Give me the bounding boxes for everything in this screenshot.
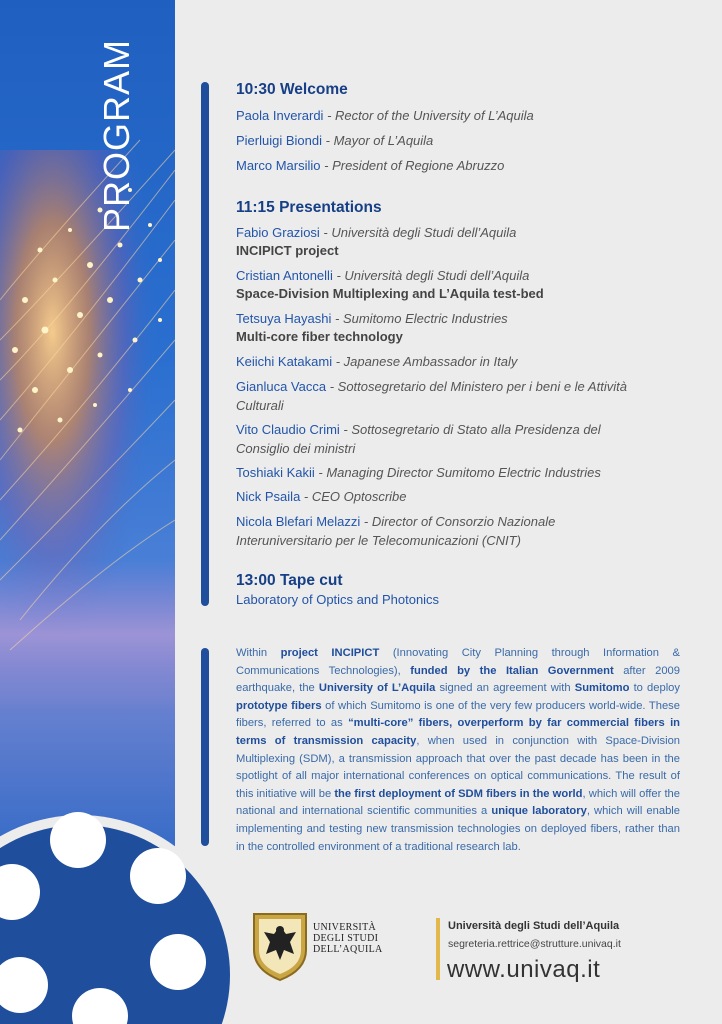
footer-website-link[interactable]: www.univaq.it	[447, 956, 601, 983]
welcome-item: Marco Marsilio - President of Regione Abruzzo	[236, 158, 505, 173]
section-presentations-title: 11:15 Presentations	[236, 199, 382, 216]
tapecut-location: Laboratory of Optics and Photonics	[236, 592, 440, 607]
presentation-item: Vito Claudio Crimi - Sottosegretario di Stato alla Presidenza del Consiglio dei ministri	[236, 422, 601, 456]
presentation-item: Nicola Blefari Melazzi - Director of Consorzio Nazionale Interuniversitario per le Telecomunicazioni (CNIT)	[236, 514, 556, 548]
presentation-topic: Multi-core fiber technology	[236, 329, 403, 344]
section-welcome-title: 10:30 Welcome	[236, 81, 348, 98]
footer-email-link[interactable]: segreteria.rettrice@strutture.univaq.it	[448, 938, 621, 950]
university-crest-icon	[250, 910, 310, 982]
reel-graphic	[0, 0, 260, 1024]
presentation-topic: INCIPICT project	[236, 243, 339, 258]
presentation-topic: Space-Division Multiplexing and L’Aquila test-bed	[236, 286, 544, 301]
section-tapecut-title: 13:00 Tape cut	[236, 572, 343, 589]
program-vertical-title: PROGRAM	[96, 38, 137, 232]
presentation-item: Gianluca Vacca - Sottosegretario del Ministero per i beni e le Attività Culturali	[236, 379, 627, 413]
presentation-item: Keiichi Katakami - Japanese Ambassador in Italy	[236, 354, 518, 369]
presentation-item: Cristian Antonelli - Università degli Studi dell’Aquila	[236, 268, 530, 283]
paragraph-bar	[201, 648, 209, 846]
welcome-item: Paola Inverardi - Rector of the University of L’Aquila	[236, 108, 534, 123]
description-paragraph: Within project INCIPICT (Innovating City Planning through Information & Communications Technologies), funded by the Italian Government after 2009 earthquake, the University of L’Aquila signed an agreement with Sumitomo to deploy prototype fibers of which Sumitomo is one of the very few producers world-wide. These fibers, referred to as “multi-core” fibers, overperform by far commercial fibers in terms of transmission capacity, when used in conjunction with Space-Division Multiplexing (SDM), a transmission approach that over the past decade has been in the spotlight of all major international conferences on optical communications. The result of this initiative will be the first deployment of SDM fibers in the world, which will offer the national and international scientific communities a unique laboratory, which will enable implementing and testing new transmission technologies on deployed fibers, rather than in the controlled environment of a traditional research lab.	[236, 647, 681, 853]
presentation-item: Tetsuya Hayashi - Sumitomo Electric Industries	[236, 311, 508, 326]
presentation-item: Nick Psaila - CEO Optoscribe	[236, 489, 407, 504]
university-logo-text: UNIVERSITÀ DEGLI STUDI DELL’AQUILA	[313, 922, 383, 955]
program-bar	[201, 82, 209, 606]
presentation-item: Fabio Graziosi - Università degli Studi dell’Aquila	[236, 225, 517, 240]
welcome-item: Pierluigi Biondi - Mayor of L’Aquila	[236, 133, 434, 148]
footer-accent-bar	[436, 918, 440, 980]
presentation-item: Toshiaki Kakii - Managing Director Sumitomo Electric Industries	[236, 465, 601, 480]
footer-university-name: Università degli Studi dell’Aquila	[448, 920, 620, 932]
